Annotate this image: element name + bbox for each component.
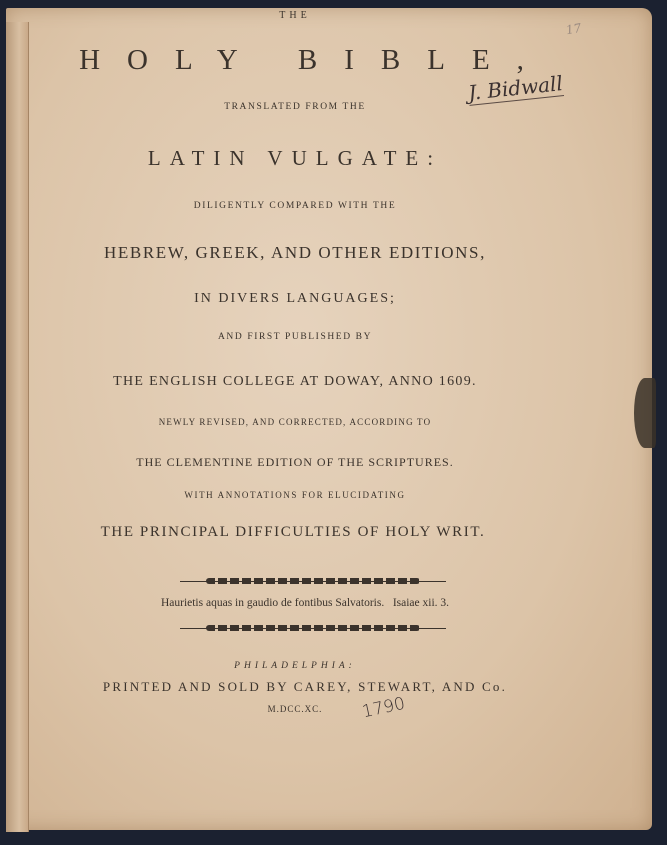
source-line: LATIN VULGATE: [147, 146, 443, 170]
edge-damage [634, 378, 656, 448]
compared-line: DILIGENTLY COMPARED WITH THE [193, 201, 397, 211]
year-roman: M.DCC.XC. [267, 704, 323, 714]
owner-signature: J. Bidwall [466, 71, 564, 105]
difficulties-line: THE PRINCIPAL DIFFICULTIES OF HOLY WRIT. [100, 524, 486, 540]
annotations-line: WITH ANNOTATIONS FOR ELUCIDATING [184, 490, 406, 500]
pencil-mark: 17 [564, 20, 583, 38]
translated-line: TRANSLATED FROM THE [224, 102, 366, 112]
ornamental-rule-bottom [180, 628, 446, 633]
editions-line: HEBREW, GREEK, AND OTHER EDITIONS, [104, 243, 486, 262]
title-the: THE [279, 10, 311, 21]
clementine-line: THE CLEMENTINE EDITION OF THE SCRIPTURES. [136, 455, 454, 469]
college-line: THE ENGLISH COLLEGE AT DOWAY, ANNO 1609. [113, 374, 477, 389]
printer-line: PRINTED AND SOLD BY CAREY, STEWART, AND Co. [102, 679, 508, 694]
ornamental-rule-top [180, 581, 446, 586]
languages-line: IN DIVERS LANGUAGES; [194, 291, 396, 306]
main-title: HOLY BIBLE, [79, 44, 551, 76]
handwritten-year: 1790 [360, 693, 407, 723]
place-line: PHILADELPHIA: [234, 661, 356, 671]
epigraph: Haurietis aquas in gaudio de fontibus Salvatoris. Isaiae xii. 3. [160, 597, 450, 609]
first-published-line: AND FIRST PUBLISHED BY [217, 332, 373, 342]
revised-line: NEWLY REVISED, AND CORRECTED, ACCORDING TO [158, 417, 432, 427]
